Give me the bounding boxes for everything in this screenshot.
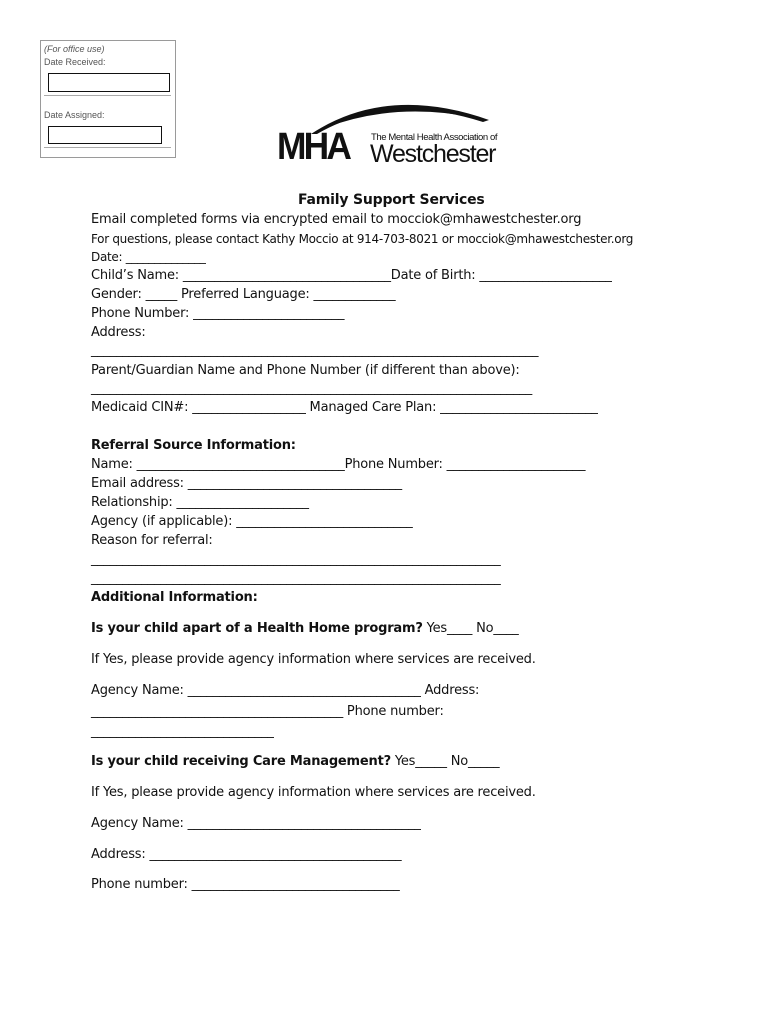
reason-field-line-2[interactable]: _________________________________________________________________ (91, 571, 501, 586)
address-label: Address: (91, 325, 146, 340)
referral-relationship-line[interactable]: Relationship: _____________________ (91, 495, 309, 510)
referral-email-line[interactable]: Email address: __________________________________ (91, 476, 402, 491)
divider (44, 95, 171, 96)
agency-phone-field-1[interactable]: _____________________________ (91, 724, 274, 739)
health-home-question: Is your child apart of a Health Home program? (91, 621, 423, 636)
referral-heading: Referral Source Information: (91, 438, 296, 453)
date-assigned-field[interactable] (48, 126, 162, 144)
logo-letters: MHA (277, 126, 350, 168)
contact-text: For questions, please contact Kathy Moccio at 914-703-8021 or mocciok@mhawestchester.org (91, 232, 634, 246)
date-received-field[interactable] (48, 73, 170, 92)
date-field-line[interactable]: Date: ______________ (91, 250, 206, 264)
parent-guardian-label: Parent/Guardian Name and Phone Number (if different than above): (91, 363, 520, 378)
page-title: Family Support Services (298, 192, 485, 208)
care-management-question-line (91, 754, 499, 770)
office-use-box (40, 40, 176, 158)
health-home-options[interactable]: Yes____ No____ (422, 621, 519, 636)
agency-phone-line-1[interactable]: ________________________________________ Phone number: (91, 704, 444, 719)
reason-label: Reason for referral: (91, 533, 213, 548)
if-yes-instruction-1: If Yes, please provide agency information where services are received. (91, 652, 536, 667)
health-home-question-line (91, 621, 519, 637)
referral-name-phone-line[interactable]: Name: _________________________________Phone Number: ______________________ (91, 457, 586, 472)
agency-phone-line-2[interactable]: Phone number: _________________________________ (91, 877, 400, 892)
mha-logo (277, 98, 497, 170)
date-received-label: Date Received: (44, 57, 106, 67)
office-use-title: (For office use) (44, 44, 105, 54)
if-yes-instruction-2: If Yes, please provide agency information where services are received. (91, 785, 536, 800)
reason-field-line-1[interactable]: _________________________________________________________________ (91, 552, 501, 567)
referral-agency-line[interactable]: Agency (if applicable): ____________________________ (91, 514, 413, 529)
instruction-text: Email completed forms via encrypted email to mocciok@mhawestchester.org (91, 212, 582, 227)
care-management-options[interactable]: Yes_____ No_____ (390, 754, 500, 769)
logo-region: Westchester (370, 140, 496, 168)
agency-address-line-2[interactable]: Address: ________________________________________ (91, 847, 402, 862)
medicaid-care-plan-line[interactable]: Medicaid CIN#: __________________ Managed Care Plan: _________________________ (91, 400, 598, 415)
additional-info-heading: Additional Information: (91, 590, 258, 605)
care-management-question: Is your child receiving Care Management? (91, 754, 391, 769)
phone-number-line[interactable]: Phone Number: ________________________ (91, 306, 345, 321)
divider (44, 147, 171, 148)
address-field-line[interactable]: _______________________________________________________________________ (91, 343, 539, 358)
child-name-dob-line[interactable]: Child’s Name: _________________________________Date of Birth: _____________________ (91, 268, 612, 283)
parent-guardian-field-line[interactable]: ______________________________________________________________________ (91, 381, 533, 396)
date-assigned-label: Date Assigned: (44, 110, 105, 120)
agency-name-address-line-1[interactable]: Agency Name: _____________________________________ Address: (91, 683, 480, 698)
agency-name-line-2[interactable]: Agency Name: _____________________________________ (91, 816, 421, 831)
gender-language-line[interactable]: Gender: _____ Preferred Language: _____________ (91, 287, 396, 302)
logo-tagline: The Mental Health Association of (371, 132, 498, 143)
